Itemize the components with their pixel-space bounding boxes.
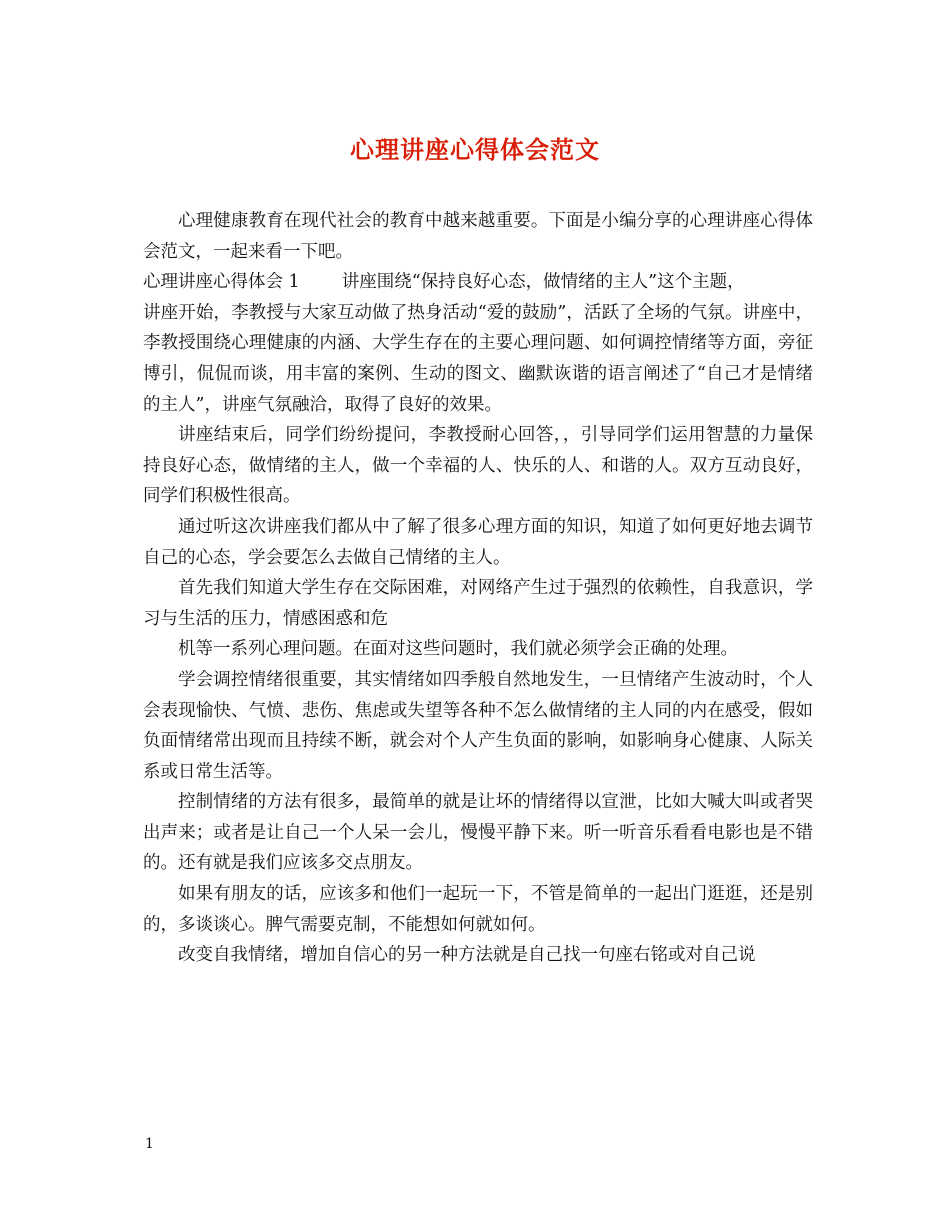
document-body (143, 206, 813, 971)
paragraph-knowledge: 通过听这次讲座我们都从中了解了很多心理方面的知识，知道了如何更好地去调节自己的心态，学会要怎么去做自己情绪的主人。 (143, 516, 813, 568)
paragraph-self-change: 改变自我情绪，增加自信心的另一种方法就是自己找一句座右铭或对自己说 (178, 945, 756, 966)
paragraph-problems-continued: 机等一系列心理问题。在面对这些问题时，我们就必须学会正确的处理。 (178, 639, 738, 660)
paragraph-friends: 如果有朋友的话，应该多和他们一起玩一下，不管是简单的一起出门逛逛，还是别的，多谈谈心。脾气需要克制，不能想如何就如何。 (143, 884, 813, 935)
paragraph-methods: 控制情绪的方法有很多，最简单的就是让坏的情绪得以宣泄，比如大喊大叫或者哭出声来；或者是让自己一个人呆一会儿，慢慢平静下来。听一听音乐看看电影也是不错的。还有就是我们应该多交点朋友。 (143, 792, 813, 874)
paragraph-lecture-start: 讲座开始，李教授与大家互动做了热身活动“爱的鼓励”，活跃了全场的气氛。讲座中，李教授围绕心理健康的内涵、大学生存在的主要心理问题、如何调控情绪等方面，旁征博引，侃侃而谈，用丰富的案例、生动的图文、幽默诙谐的语言阐述了“自己才是情绪的主人”，讲座气氛融洽，取得了良好的效果。 (143, 302, 813, 415)
section-heading-line (143, 267, 813, 298)
paragraph-problems: 首先我们知道大学生存在交际困难，对网络产生过于强烈的依赖性，自我意识，学习与生活的压力，情感困惑和危 (143, 578, 813, 629)
paragraph-lecture-end: 讲座结束后，同学们纷纷提问，李教授耐心回答，，引导同学们运用智慧的力量保持良好心态，做情绪的主人，做一个幸福的人、快乐的人、和谐的人。双方互动良好，同学们积极性很高。 (143, 425, 813, 507)
section-heading: 心理讲座心得体会 1 (143, 272, 300, 293)
paragraph-emotion-control: 学会调控情绪很重要，其实情绪如四季般自然地发生，一旦情绪产生波动时，个人会表现愉快、气愤、悲伤、焦虑或失望等各种不怎么做情绪的主人同的内在感受，假如负面情绪常出现而且持续不断，就会对个人产生负面的影响，如影响身心健康、人际关系或日常生活等。 (143, 669, 813, 782)
section-first-line: 讲座围绕“保持良好心态，做情绪的主人”这个主题， (341, 272, 745, 293)
document-title: 心理讲座心得体会范文 (350, 135, 600, 164)
page-number: 1 (145, 1136, 154, 1152)
paragraph-intro: 心理健康教育在现代社会的教育中越来越重要。下面是小编分享的心理讲座心得体会范文，一起来看一下吧。 (143, 211, 813, 262)
